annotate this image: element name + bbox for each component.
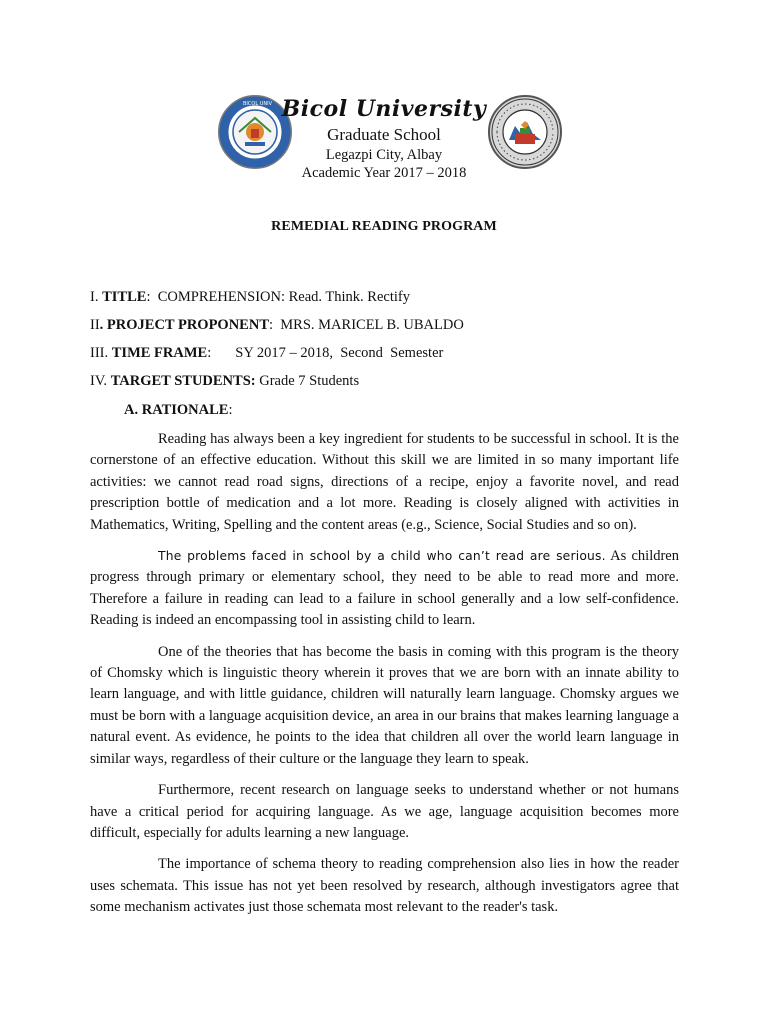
school-name: Graduate School — [327, 125, 441, 144]
document-title: REMEDIAL READING PROGRAM — [271, 219, 497, 234]
academic-year: Academic Year 2017 – 2018 — [301, 165, 467, 181]
paragraph: Furthermore, recent research on language seeks to understand whether or not humans have a critical period for acquiring language. As we age, language acquisition becomes more difficult, especially for adults learning a new language. — [90, 782, 679, 841]
letterhead — [0, 92, 768, 182]
field-target-students-value: Grade 7 Students — [259, 373, 360, 389]
paragraph: The importance of schema theory to reading comprehension also lies in how the reader uses schemata. This issue has not yet been resolved by research, although investigators agree that some mechanism activates just those schemata most relevant to the reader's task. — [90, 856, 679, 916]
field-title-value: COMPREHENSION: Read. Think. Rectify — [157, 289, 410, 305]
field-title: I. TITLE: COMPREHENSION: Read. Think. Rectify — [90, 289, 410, 305]
paragraph: One of the theories that has become the basis in coming with this program is the theory of Chomsky which is linguistic theory wherein it proves that we are born with an innate ability to learn language, and with little guidance, children will naturally learn language. Chomsky argues we must be born with a language acquisition device, an area in our brains that makes learning language a natural event. As evidence, he points to the idea that children all over the world learn language in similar ways, regardless of their culture or the language they learn to speak. — [90, 643, 679, 767]
graduate-school-seal-icon — [487, 94, 563, 170]
school-location: Legazpi City, Albay — [325, 147, 443, 163]
university-name: Bicol University — [281, 96, 487, 122]
paragraph: The problems faced in school by a child who can’t read are serious. As children progress through primary or elementary school, they need to be able to read more and more. Therefore a failure in reading can lead to a failure in school generally and a low self-confidence. Reading is indeed an encompassing tool in assisting child to learn. — [90, 548, 679, 629]
field-target-students: IV. TARGET STUDENTS: Grade 7 Students — [90, 373, 360, 389]
field-proponent: II. PROJECT PROPONENT: MRS. MARICEL B. UBALDO — [90, 317, 464, 333]
field-time-frame-value: SY 2017 – 2018, Second Semester — [235, 345, 444, 361]
program-fields — [90, 287, 690, 399]
section-heading-rationale: A. RATIONALE: — [124, 402, 233, 418]
field-proponent-value: MRS. MARICEL B. UBALDO — [280, 317, 464, 333]
rationale-body — [90, 429, 679, 929]
svg-text:BICOL UNIV: BICOL UNIV — [243, 101, 273, 107]
paragraph: Reading has always been a key ingredient for students to be successful in school. It is the cornerstone of an effective education. Without this skill we are limited in so many important life activities: we cannot read road signs, directions of a recipe, enjoy a favorite novel, and read prescription bottle of medication and a lot more. Reading is closely aligned with activities in Mathematics, Writing, Spelling and the content areas (e.g., Science, Social Studies and so on). — [90, 431, 679, 533]
field-time-frame: III. TIME FRAME: SY 2017 – 2018, Second Semester — [90, 345, 444, 361]
